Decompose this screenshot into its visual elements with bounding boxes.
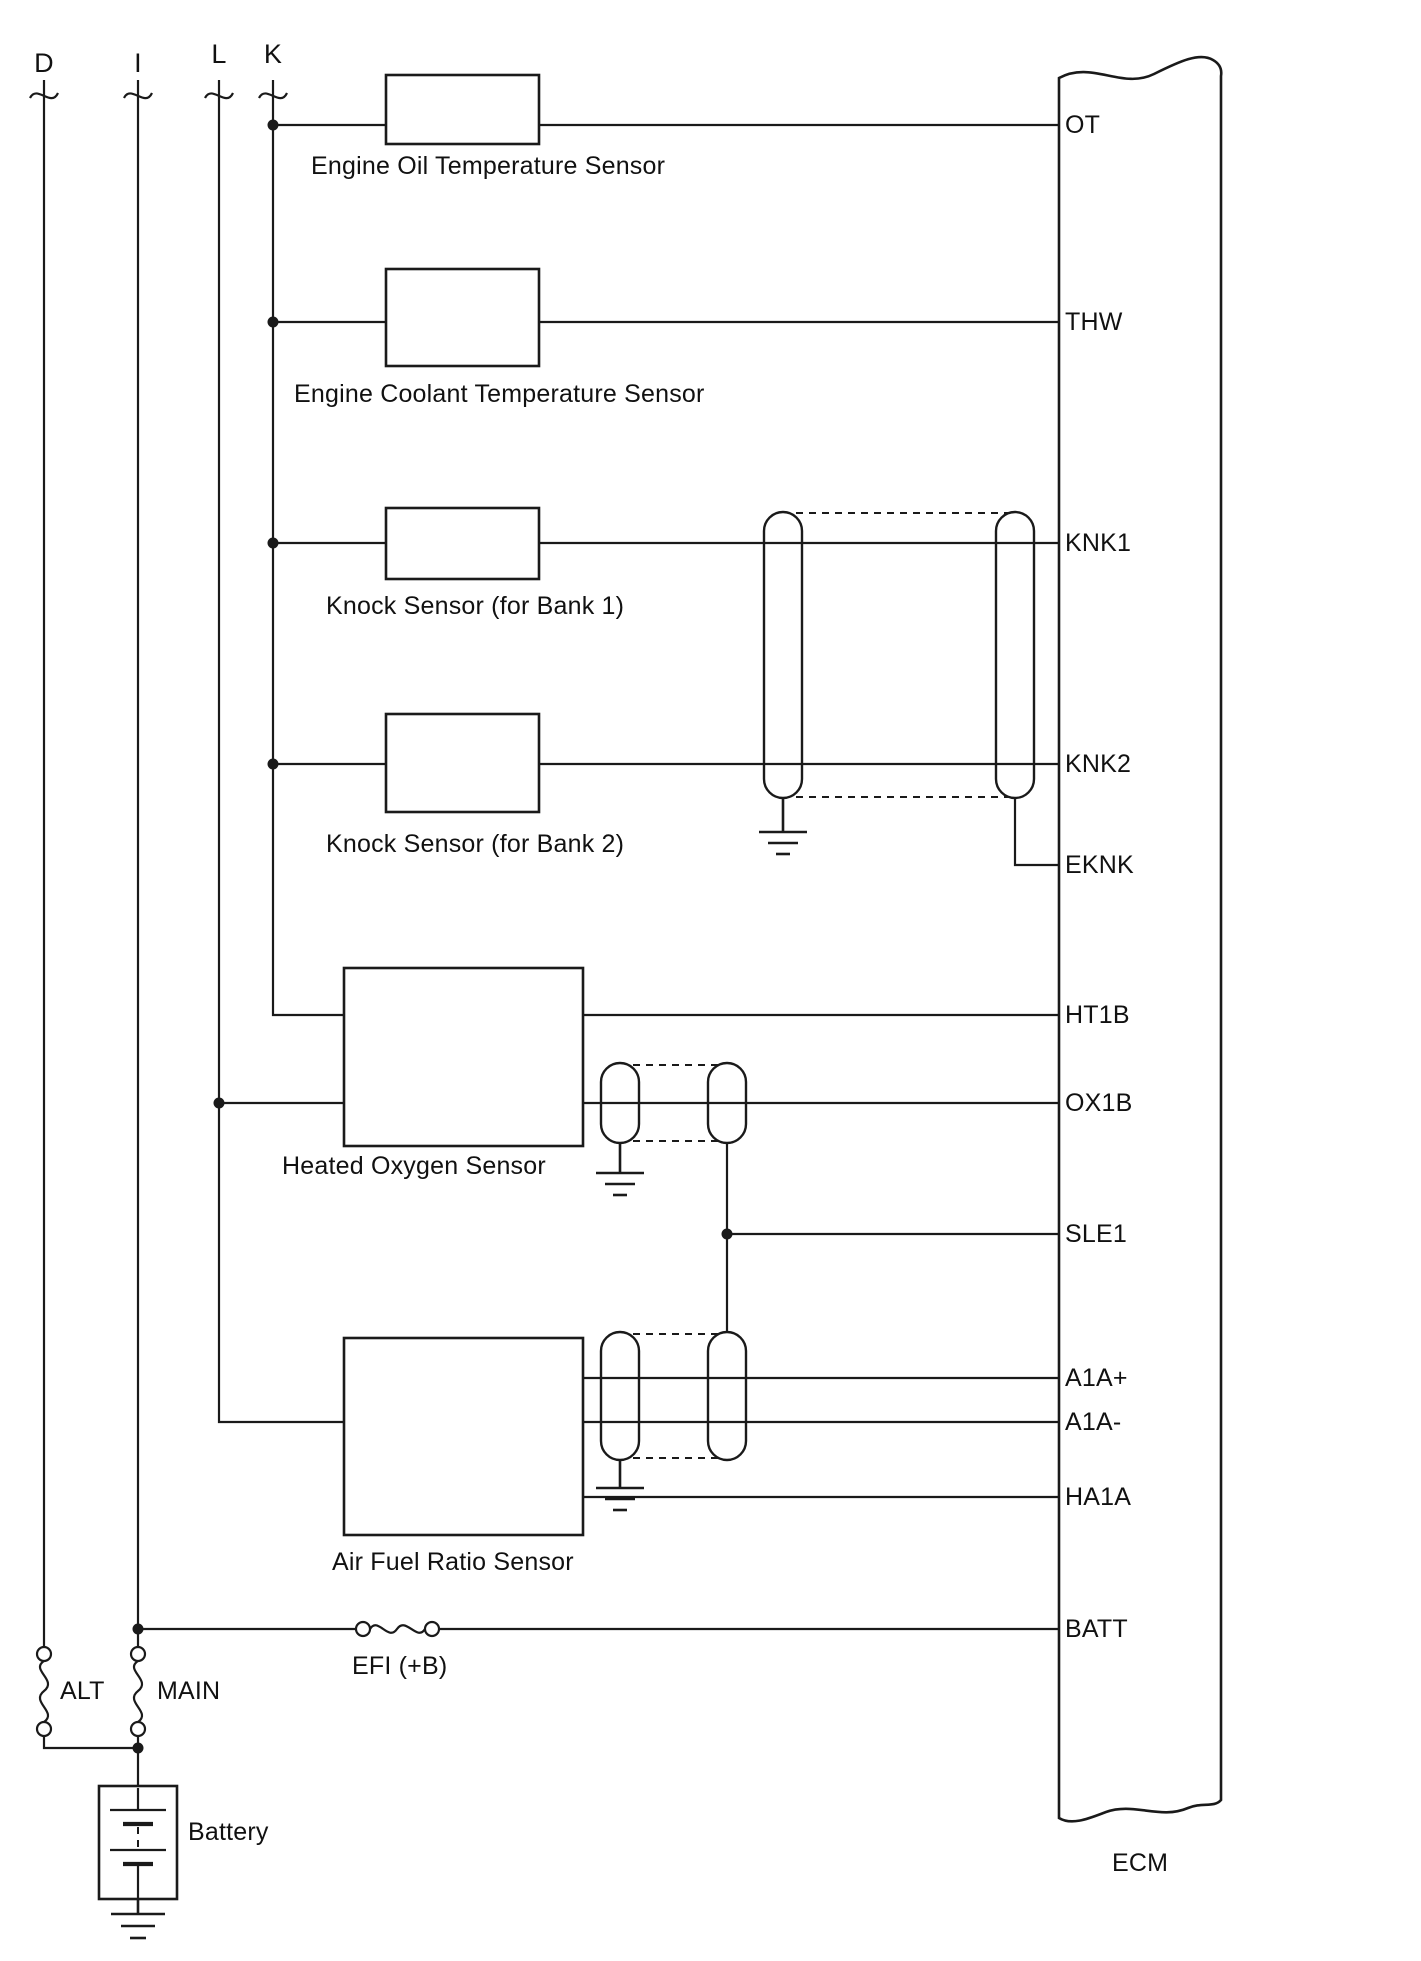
ecm-pin-eknk: EKNK <box>1065 851 1134 879</box>
afr-shield-ground-icon <box>596 1460 644 1510</box>
terminal-label-i: I <box>134 48 142 78</box>
afr-shield-oval-left <box>601 1332 639 1460</box>
battery-ground-icon <box>111 1899 165 1938</box>
main-fuse-label: MAIN <box>157 1677 221 1705</box>
ecm-pin-ox1b: OX1B <box>1065 1089 1133 1117</box>
shield-ovals <box>601 512 1034 1460</box>
ecm-pin-ha1a: HA1A <box>1065 1483 1132 1511</box>
knock-shield-oval-left <box>764 512 802 798</box>
ecm-pin-knk1: KNK1 <box>1065 529 1132 557</box>
efi-fuse-label: EFI (+B) <box>352 1652 448 1680</box>
wire-l <box>219 80 344 1422</box>
ecm-pin-knk2: KNK2 <box>1065 750 1132 778</box>
oil-temp-sensor-label: Engine Oil Temperature Sensor <box>311 152 666 180</box>
terminal-label-k: K <box>263 39 283 69</box>
wire-sle1 <box>727 1143 1059 1332</box>
component-boxes <box>99 75 583 1899</box>
ecm-pin-sle1: SLE1 <box>1065 1220 1127 1248</box>
terminal-label-d: D <box>34 48 54 78</box>
knock-sensor-bank1-box <box>386 508 539 579</box>
heated-oxygen-sensor-label: Heated Oxygen Sensor <box>282 1152 546 1180</box>
wire-k <box>273 80 386 1015</box>
ecm-pin-ht1b: HT1B <box>1065 1001 1130 1029</box>
afr-shield-oval-right <box>708 1332 746 1460</box>
wire-d <box>44 80 138 1748</box>
air-fuel-ratio-sensor-label: Air Fuel Ratio Sensor <box>332 1548 574 1576</box>
knock-sensor-bank2-label: Knock Sensor (for Bank 2) <box>326 830 625 858</box>
main-fuse-icon <box>131 1647 145 1736</box>
coolant-temp-sensor-label: Engine Coolant Temperature Sensor <box>294 380 705 408</box>
knock-shield-oval-right <box>996 512 1034 798</box>
ecm-pin-ot: OT <box>1065 111 1101 139</box>
alt-fuse-icon <box>37 1647 51 1736</box>
ecm-pin-batt: BATT <box>1065 1615 1128 1643</box>
heated-oxygen-sensor-box <box>344 968 583 1146</box>
shield-dashed-links <box>620 513 1015 1458</box>
knock-shield-ground-icon <box>759 798 807 854</box>
alt-fuse-label: ALT <box>60 1677 105 1705</box>
ecm-label: ECM <box>1112 1849 1169 1877</box>
battery-label: Battery <box>188 1818 269 1846</box>
ecm-pin-a1a-plus: A1A+ <box>1065 1364 1128 1392</box>
terminal-label-l: L <box>211 39 227 69</box>
air-fuel-ratio-sensor-box <box>344 1338 583 1535</box>
ecm-pin-a1a-minus: A1A- <box>1065 1408 1122 1436</box>
wire-eknk <box>1015 798 1059 865</box>
oil-temp-sensor-box <box>386 75 539 144</box>
efi-fuse-icon <box>356 1622 439 1636</box>
knock-sensor-bank1-label: Knock Sensor (for Bank 1) <box>326 592 625 620</box>
ho2s-shield-ground-icon <box>596 1143 644 1195</box>
wire-break-icons <box>30 93 287 98</box>
coolant-temp-sensor-box <box>386 269 539 366</box>
knock-sensor-bank2-box <box>386 714 539 812</box>
ecm-pin-thw: THW <box>1065 308 1123 336</box>
